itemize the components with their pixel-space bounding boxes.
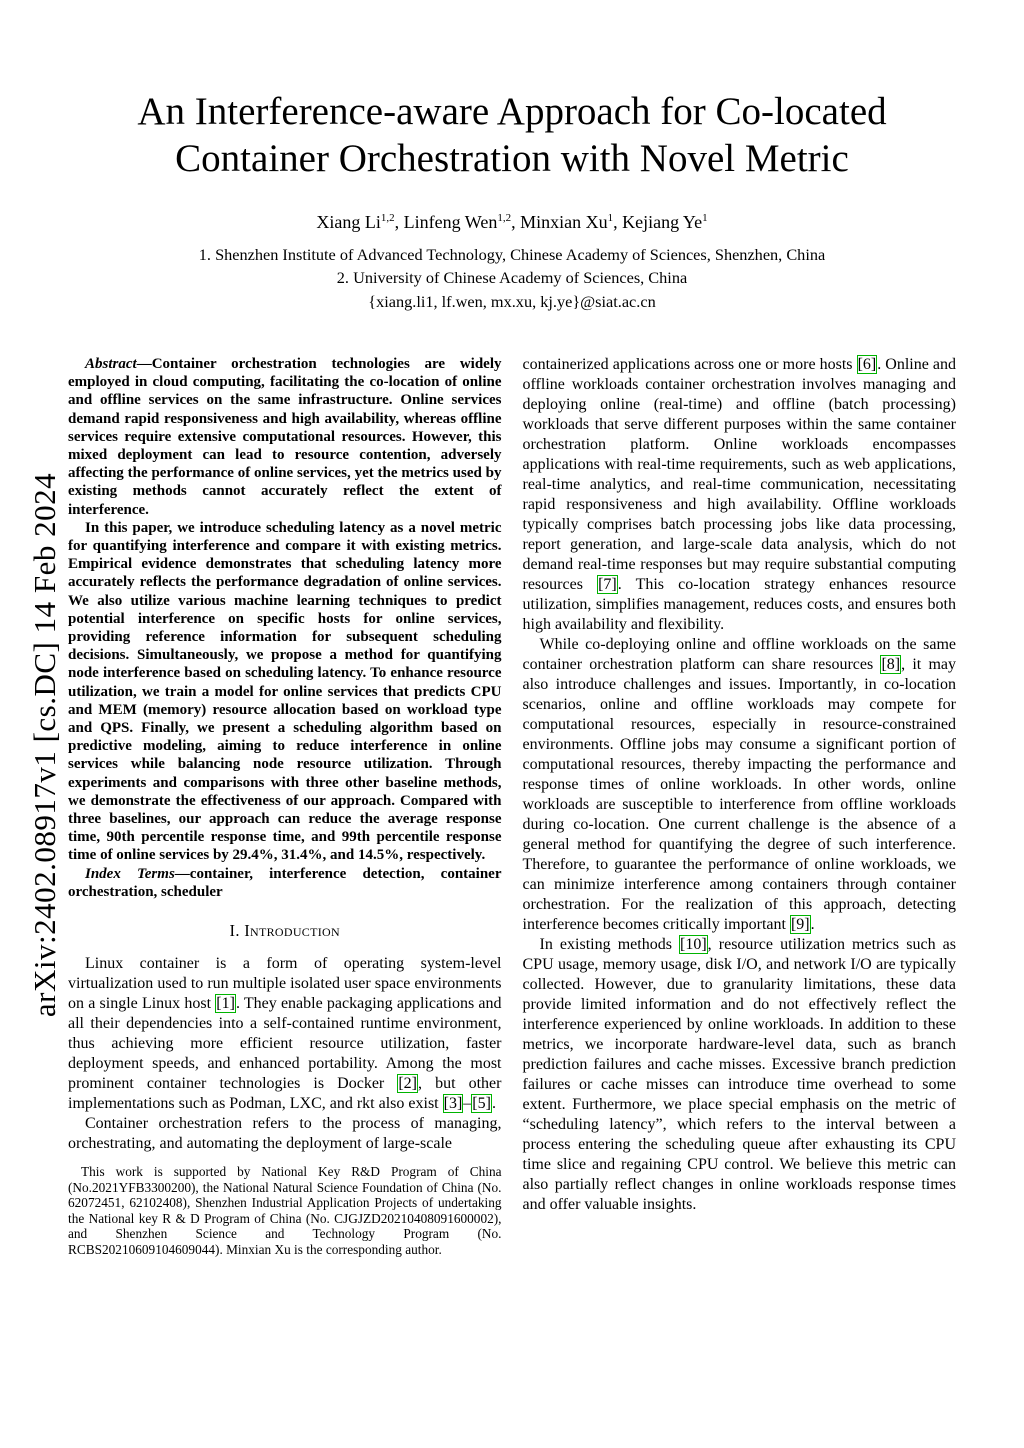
affiliation-1: 1. Shenzhen Institute of Advanced Technology, Chinese Academy of Sciences, Shenzhen, China [198, 245, 826, 264]
citation-link[interactable]: [5] [472, 1095, 491, 1113]
section-title: Introduction [244, 921, 340, 941]
right-paragraph-3: In existing methods [10], resource utilization metrics such as CPU usage, memory usage, disk I/O, and network I/O are typically collected. However, due to granularity limitations, these data provide limited information and do not effectively reflect the interference experienced by online workloads. In addition to these metrics, we incorporate hardware-level data, such as branch prediction failures and cache misses. Excessive branch prediction failures or cache misses can introduce time overhead to some extent. Furthermore, we place special emphasis on the metric of “scheduling latency”, which refers to the interval between a process entering the scheduling queue after exhausting its CPU time slice and regaining CPU control. We believe this metric can also partially reflect changes in online workloads response times and offer valuable insights. [522, 936, 956, 1213]
citation-link[interactable]: [8] [881, 656, 901, 673]
paper-header [68, 88, 956, 313]
author-affiliation-sup: 1,2 [380, 212, 395, 224]
right-paragraph-1: containerized applications across one or more hosts [6]. Online and offline workloads container orchestration involves managing and deploying online (real-time) and offline (batch processing) workloads that serve different purposes within the same container orchestration platform. Online workloads encompasses applications with real-time requirements, such as web applications, real-time analytics, and real-time communication, necessitating rapid responsiveness and high availability. Offline workloads typically comprises batch processing jobs like data processing, report generation, and large-scale data analysis, which do not demand real-time responses but may require substantial computing resources [7]. This co-location strategy enhances resource utilization, simplifies management, reduces costs, and ensures both high availability and flexibility. [522, 356, 957, 633]
abstract-paragraph-2: In this paper, we introduce scheduling latency as a novel metric for quantifying interference and compare it with existing metrics. Empirical evidence demonstrates that scheduling latency more accurately reflects the performance degradation of online services. We also utilize various machine learning techniques to predict potential interference on specific hosts for online services, providing reference information for subsequent scheduling decisions. Simultaneously, we propose a method for quantifying node interference based on scheduling latency. To enhance resource utilization, we train a model for online services that predicts CPU and MEM (memory) resource allocation based on workload type and QPS. Finally, we present a scheduling algorithm based on predictive modeling, aiming to reduce interference in online services while balancing node resource utilization. Through experiments and comparisons with three other baseline methods, we demonstrate the effectiveness of our approach. Compared with three baselines, our approach can reduce the average response time, 90th percentile response time, and 99th percentile response time of online services by 29.4%, 31.4%, and 14.5%, respectively. [68, 519, 502, 864]
email-line: {xiang.li1, lf.wen, mx.xu, kj.ye}@siat.ac.cn [368, 292, 656, 311]
arxiv-watermark: arXiv:2402.08917v1 [cs.DC] 14 Feb 2024 [27, 472, 62, 1018]
index-terms [68, 865, 502, 901]
right-column [523, 355, 957, 1215]
index-terms-label: Index Terms [85, 865, 175, 882]
two-column-body [68, 355, 956, 1258]
abstract-p1-text: —Container orchestration technologies are widely employed in cloud computing, facilitating the co-location of online and offline services on the same infrastructure. Online services demand rapid responsiveness and high availability, whereas offline services require extensive computational resources. However, this mixed deployment can lead to resource contention, adversely affecting the performance of online services, yet the metrics used by existing methods cannot accurately reflect the extent of interference. [68, 356, 502, 518]
affiliation-2: 2. University of Chinese Academy of Sciences, China [336, 268, 688, 287]
author: Linfeng Wen$^{1,2}$ [403, 212, 512, 232]
citation-link[interactable]: [10] [680, 936, 707, 953]
funding-footnote: This work is supported by National Key R&D Program of China (No.2021YFB3300200), the National Natural Science Foundation of China (No. 62072451, 62102408), Shenzhen Industrial Application Projects of undertaking the National key R & D Program of China (No. CJGJZD20210408091600002), and Shenzhen Science and Technology Program (No. RCBS20210609104609044). Minxian Xu is the corresponding author. [68, 1164, 502, 1258]
author-affiliation-sup: 1 [702, 212, 708, 224]
introduction-paragraph-2: Container orchestration refers to the process of managing, orchestrating, and automating the deployment of large-scale [68, 1115, 502, 1153]
author: Xiang Li$^{1,2}$ [316, 212, 395, 232]
paper-title [68, 88, 956, 182]
citation-link[interactable]: [2] [398, 1075, 417, 1093]
citation-link[interactable]: [9] [790, 916, 810, 933]
title-line-1: An Interference-aware Approach for Co-located [137, 90, 887, 133]
abstract-paragraph-1 [68, 355, 502, 519]
title-line-2: Container Orchestration with Novel Metric [175, 137, 849, 180]
author-affiliation-sup: 1 [607, 212, 614, 224]
section-heading-introduction [68, 921, 502, 941]
citation-link[interactable]: [7] [598, 576, 617, 593]
left-column [68, 355, 502, 1258]
abstract-label: Abstract [85, 356, 137, 372]
author-line: Xiang Li$^{1,2}$, Linfeng Wen$^{1,2}$, Minxian Xu$^1$, Kejiang Ye$^1$ [316, 212, 708, 232]
author: Kejiang Ye$^1$ [622, 212, 708, 232]
index-terms-text: —container, interference detection, container orchestration, scheduler [68, 865, 502, 900]
author: Minxian Xu$^1$ [520, 212, 614, 232]
citation-link[interactable]: [3] [443, 1095, 463, 1113]
citation-link[interactable]: [1] [216, 995, 235, 1013]
citation-link[interactable]: [6] [857, 356, 877, 373]
introduction-paragraph-1: Linux container is a form of operating system-level virtualization used to run multiple isolated user space environments on a single Linux host [1]. They enable packaging applications and all their dependencies into a self-contained runtime environment, thus achieving more efficient resource utilization, faster deployment speeds, and enhanced portability. Among the most prominent container technologies is Docker [2], but other implementations such as Podman, LXC, and rkt also exist [3]–[5]. [68, 955, 502, 1113]
section-number: I. [229, 921, 240, 941]
author-affiliation-sup: 1,2 [497, 212, 512, 224]
right-paragraph-2: While co-deploying online and offline workloads on the same container orchestration platform can share resources [8], it may also introduce challenges and issues. Importantly, in co-location scenarios, online and offline workloads may compete for computational resources, especially in resource-constrained environments. Offline jobs may consume a significant portion of computational resources, thereby impacting the performance and response times of online workloads. In other words, online workloads are susceptible to interference from offline workloads during co-location. One current challenge is the absence of a general method for quantifying the degree of such interference. Therefore, to guarantee the performance of online workloads, we can minimize interference among containers through container orchestration. For the realization of this approach, detecting interference becomes critically important [9]. [522, 636, 957, 933]
